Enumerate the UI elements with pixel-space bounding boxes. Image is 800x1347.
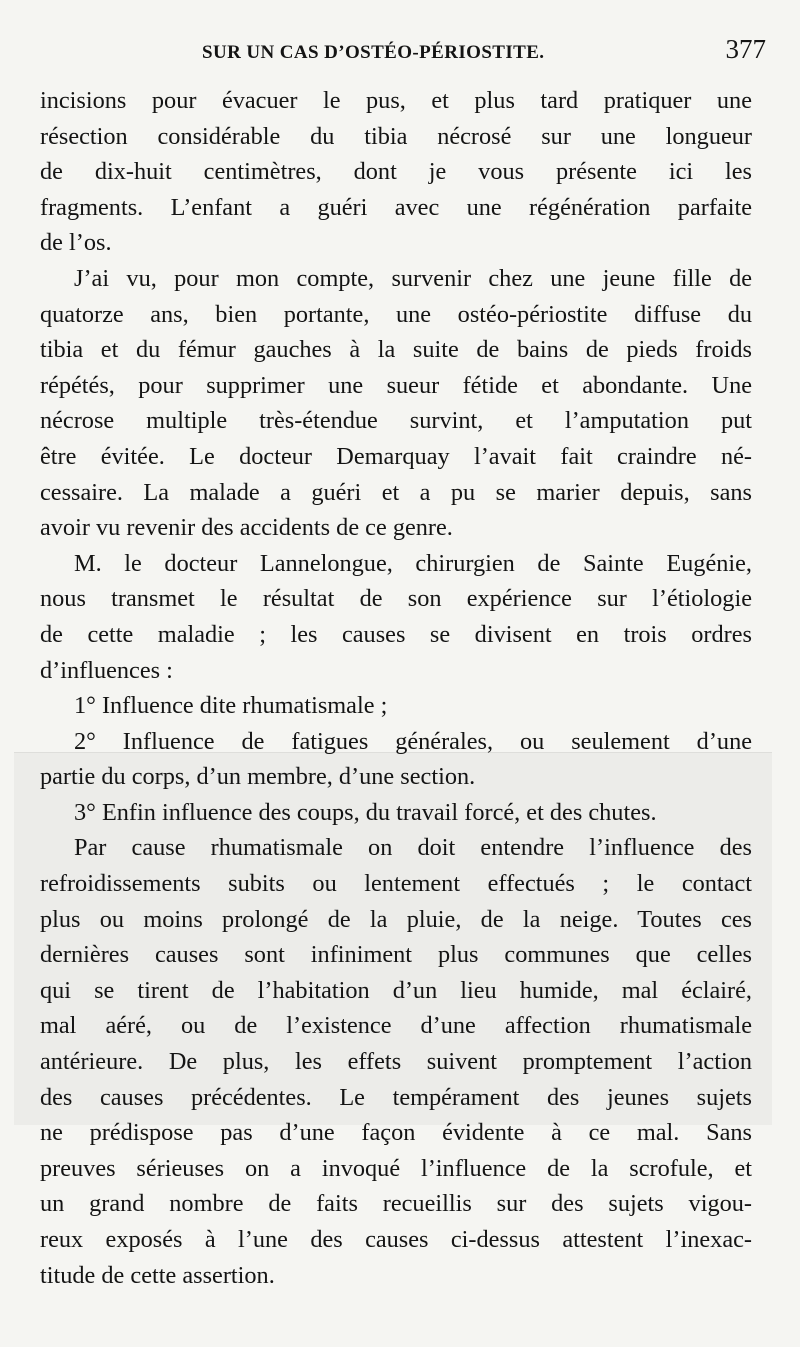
text-line: fragments. L’enfant a guéri avec une régénération parfaite bbox=[40, 193, 752, 221]
text-line: J’ai vu, pour mon compte, survenir chez une jeune fille de bbox=[74, 264, 752, 292]
text-line: partie du corps, d’un membre, d’une section. bbox=[40, 763, 476, 791]
text-line: refroidissements subits ou lentement effectués ; le contact bbox=[40, 870, 752, 898]
text-line: ne prédispose pas d’une façon évidente à ce mal. Sans bbox=[40, 1119, 752, 1147]
list-item bbox=[40, 795, 752, 831]
text-line: qui se tirent de l’habitation d’un lieu humide, mal éclairé, bbox=[40, 976, 752, 1004]
text-line: antérieure. De plus, les effets suivent promptement l’action bbox=[40, 1048, 752, 1076]
text-line: un grand nombre de faits recueillis sur des sujets vigou- bbox=[40, 1190, 752, 1218]
text-line: nous transmet le résultat de son expérience sur l’étiologie bbox=[40, 585, 752, 613]
list-item bbox=[40, 688, 752, 724]
text-line: de cette maladie ; les causes se divisent en trois ordres bbox=[40, 620, 752, 648]
page-header bbox=[0, 34, 800, 70]
text-line: d’influences : bbox=[40, 656, 173, 684]
text-line: de l’os. bbox=[40, 229, 112, 257]
text-line: preuves sérieuses on a invoqué l’influence de la scrofule, et bbox=[40, 1154, 752, 1182]
text-line: nécrose multiple très-étendue survint, et l’amputation put bbox=[40, 407, 752, 435]
text-line: incisions pour évacuer le pus, et plus tard pratiquer une bbox=[40, 87, 752, 114]
text-line: titude de cette assertion. bbox=[40, 1261, 275, 1289]
text-line: dernières causes sont infiniment plus communes que celles bbox=[40, 941, 752, 969]
page-number: 377 bbox=[725, 34, 766, 64]
body-text bbox=[40, 83, 752, 1293]
text-line: reux exposés à l’une des causes ci-dessus attestent l’inexac- bbox=[40, 1226, 752, 1253]
text-line: mal aéré, ou de l’existence d’une affection rhumatismale bbox=[40, 1012, 752, 1040]
text-line: cessaire. La malade a guéri et a pu se marier depuis, sans bbox=[40, 478, 752, 506]
text-line: 3° Enfin influence des coups, du travail forcé, et des chutes. bbox=[74, 798, 657, 826]
text-line: avoir vu revenir des accidents de ce genre. bbox=[40, 514, 453, 542]
text-line: tibia et du fémur gauches à la suite de bains de pieds froids bbox=[40, 336, 752, 364]
text-line: résection considérable du tibia nécrosé sur une longueur bbox=[40, 122, 752, 150]
text-line: Par cause rhumatismale on doit entendre l’influence des bbox=[74, 834, 752, 862]
paragraph bbox=[40, 830, 752, 1293]
text-line: M. le docteur Lannelongue, chirurgien de Sainte Eugénie, bbox=[74, 549, 752, 577]
text-line: des causes précédentes. Le tempérament des jeunes sujets bbox=[40, 1083, 752, 1111]
text-line: être évitée. Le docteur Demarquay l’avait fait craindre né- bbox=[40, 442, 752, 470]
text-line: plus ou moins prolongé de la pluie, de la neige. Toutes ces bbox=[40, 905, 752, 933]
running-head: SUR UN CAS D’OSTÉO-PÉRIOSTITE. bbox=[202, 42, 545, 63]
list-item bbox=[40, 724, 752, 795]
text-line: de dix-huit centimètres, dont je vous présente ici les bbox=[40, 158, 752, 186]
text-line: 2° Influence de fatigues générales, ou seulement d’une bbox=[74, 727, 752, 755]
paragraph bbox=[40, 546, 752, 688]
text-line: quatorze ans, bien portante, une ostéo-périostite diffuse du bbox=[40, 300, 752, 328]
paragraph bbox=[40, 83, 752, 261]
text-line: répétés, pour supprimer une sueur fétide et abondante. Une bbox=[40, 371, 752, 399]
paragraph bbox=[40, 261, 752, 546]
text-line: 1° Influence dite rhumatismale ; bbox=[74, 692, 388, 720]
